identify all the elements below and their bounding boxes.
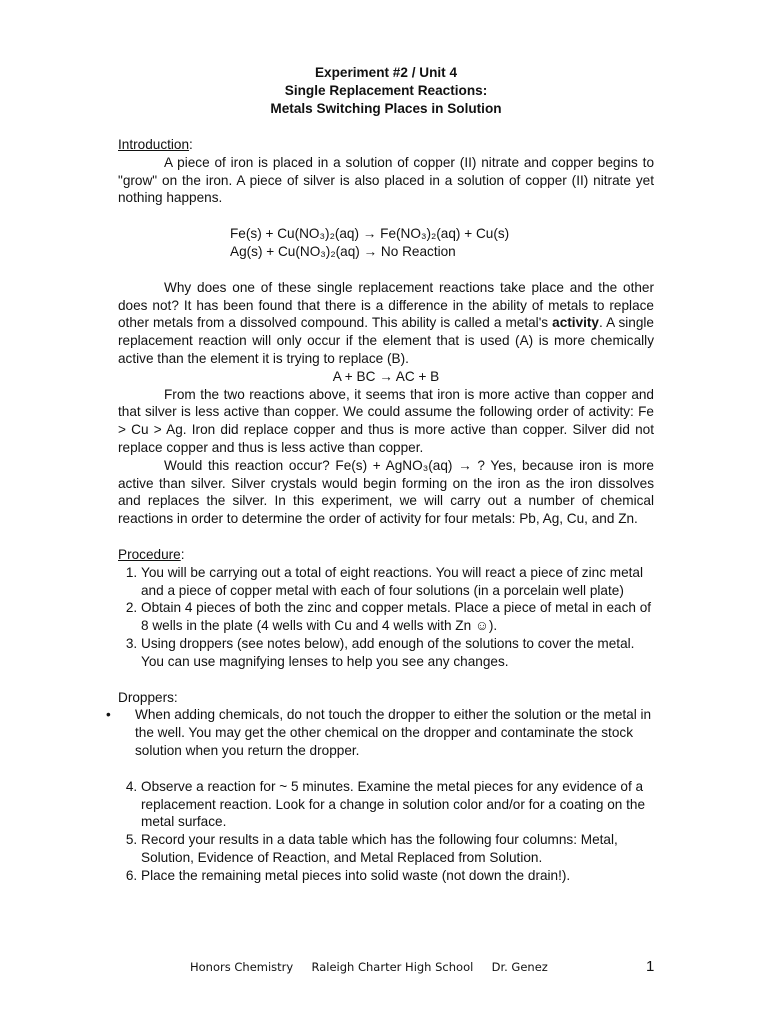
procedure-list-continued [118,778,654,885]
procedure-step: 4. Observe a reaction for ~ 5 minutes. Examine the metal pieces for any evidence of a replacement reaction. Look for a change in solution color and/or for a coating on the metal surface. [141,778,654,831]
droppers-notes [106,706,654,759]
equation-silver-copper: Ag(s) + Cu(NO₃)₂(aq) → No Reaction [230,243,456,259]
title-line-2: Single Replacement Reactions: [284,83,488,98]
intro-paragraph-1: A piece of iron is placed in a solution of copper (II) nitrate and copper begins to "grow" on the iron. A piece of silver is also placed in a solution of copper (II) nitrate yet nothing happens. [118,154,654,206]
equation-iron-copper: Fe(s) + Cu(NO₃)₂(aq) → Fe(NO₃)₂(aq) + Cu(s) [230,226,510,242]
introduction-heading: Introduction: [118,137,193,152]
page-footer: Honors Chemistry Raleigh Charter High School Dr. Genez [190,960,548,974]
procedure-step: 2. Obtain 4 pieces of both the zinc and copper metals. Place a piece of metal in each of 8 wells in the plate (4 wells with Cu and 4 wells with Zn ☺). [141,599,654,635]
procedure-step: 1. You will be carrying out a total of eight reactions. You will react a piece of zinc metal and a piece of copper metal with each of four solutions (in a porcelain well plate) [141,564,654,600]
procedure-heading: Procedure: [118,546,185,562]
list-item: • When adding chemicals, do not touch the dropper to either the solution or the metal in the well. You may get the other chemical on the dropper and contaminate the stock solution when you return the dropper. [106,707,652,758]
reaction-equations [230,225,654,261]
document-page [106,64,654,884]
procedure-step: 3. Using droppers (see notes below), add enough of the solutions to cover the metal. You can use magnifying lenses to help you see any changes. [141,635,654,671]
bullet-icon: • [106,707,111,723]
droppers-heading: Droppers: [118,689,178,705]
intro-paragraph-4: Would this reaction occur? Fe(s) + AgNO₃(aq) → ? Yes, because iron is more active than silver. Silver crystals would begin forming on the iron as the iron dissolves and replaces the silver. In this experiment, we will carry out a number of chemical reactions in order to determine the order of activity for four metals: Pb, Ag, Cu, and Zn. [118,457,654,527]
title-line-3: Metals Switching Places in Solution [270,101,502,116]
title-line-1: Experiment #2 / Unit 4 [314,65,458,80]
intro-paragraph-3: From the two reactions above, it seems that iron is more active than copper and that silver is less active than copper. We could assume the following order of activity: Fe > Cu > Ag. Iron did replace copper and thus is more active than copper. Silver did not replace copper and thus is less active than copper. [118,386,654,455]
procedure-list [118,564,654,671]
procedure-step: 5. Record your results in a data table which has the following four columns: Metal, Solution, Evidence of Reaction, and Metal Replaced from Solution. [141,831,654,867]
page-number: 1 [646,958,655,975]
activity-term: activity [552,315,599,331]
procedure-step: 6. Place the remaining metal pieces into solid waste (not down the drain!). [141,867,654,885]
general-equation: A + BC → AC + B [332,368,440,384]
intro-paragraph-2: Why does one of these single replacement reactions take place and the other does not? It has been found that there is a difference in the ability of metals to replace other metals from a dissolved compound. This ability is called a metal's activity. A single replacement reaction will only occur if the element that is used (A) is more chemically active than the element it is trying to replace (B). [118,279,654,366]
document-title [118,64,654,118]
